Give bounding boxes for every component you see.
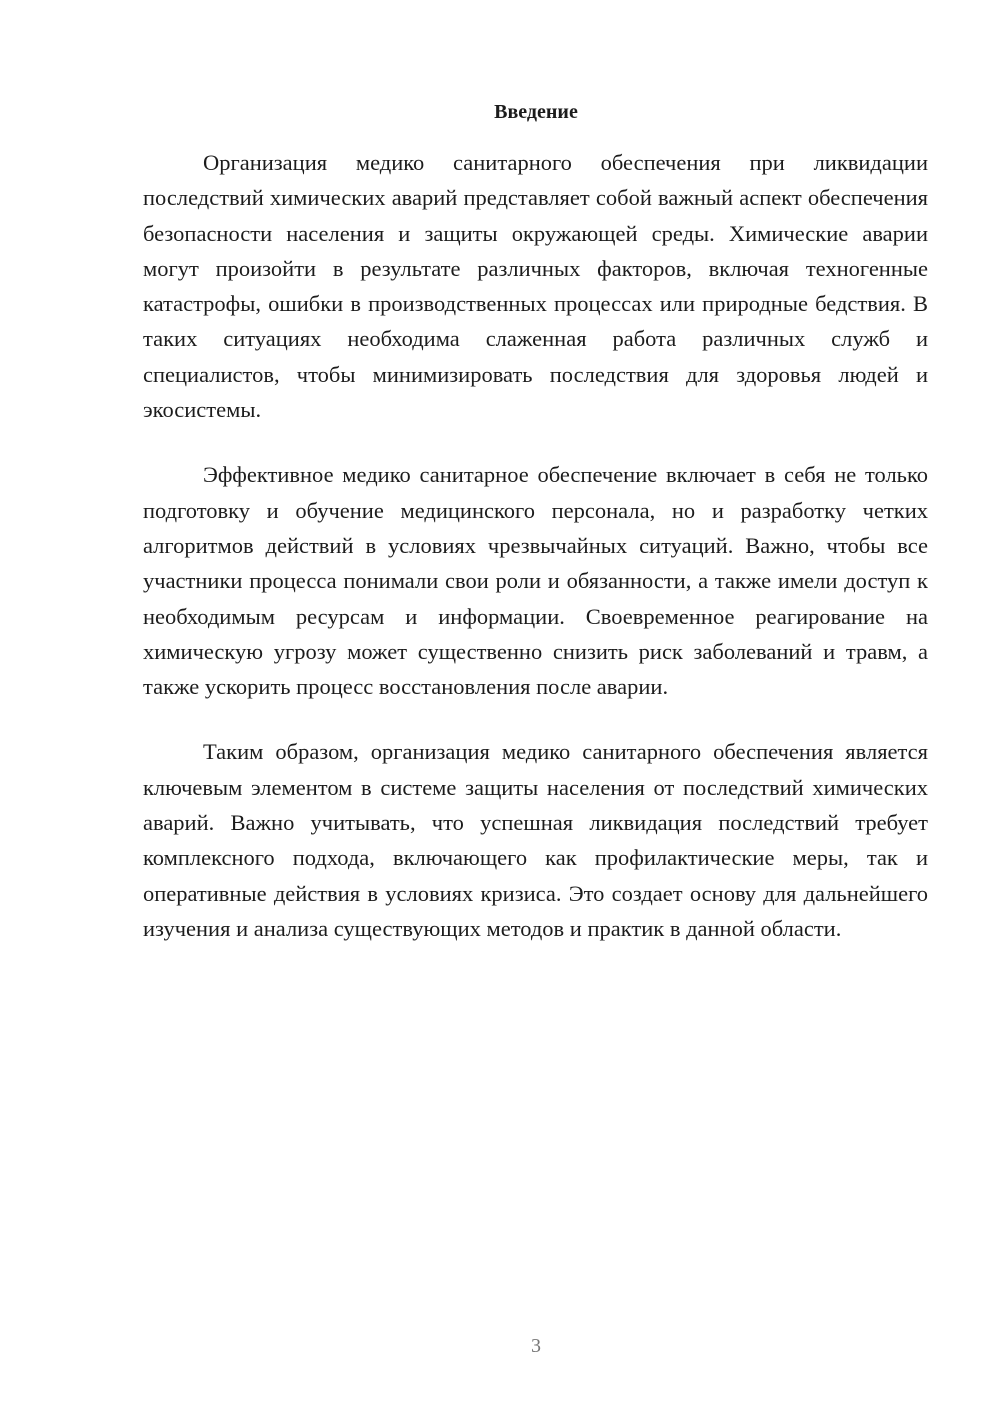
body-text [143, 145, 928, 976]
paragraph: Таким образом, организация медико санитарного обеспечения является ключевым элементом в системе защиты населения от последствий химических аварий. Важно учитывать, что успешная ликвидация последствий требует комплексного подхода, включающего как профилактические меры, так и оперативные действия в условиях кризиса. Это создает основу для дальнейшего изучения и анализа существующих методов и практик в данной области. [143, 739, 928, 941]
page-number: 3 [531, 1335, 541, 1357]
paragraph: Организация медико санитарного обеспечения при ликвидации последствий химических аварий представляет собой важный аспект обеспечения безопасности населения и защиты окружающей среды. Химические аварии могут произойти в результате различных факторов, включая техногенные катастрофы, ошибки в производственных процессах или природные бедствия. В таких ситуациях необходима слаженная работа различных служб и специалистов, чтобы минимизировать последствия для здоровья людей и экосистемы. [143, 150, 928, 423]
section-heading: Введение [494, 101, 578, 123]
paragraph: Эффективное медико санитарное обеспечение включает в себя не только подготовку и обучение медицинского персонала, но и разработку четких алгоритмов действий в условиях чрезвычайных ситуаций. Важно, чтобы все участники процесса понимали свои роли и обязанности, а также имели доступ к необходимым ресурсам и информации. Своевременное реагирование на химическую угрозу может существенно снизить риск заболеваний и травм, а также ускорить процесс восстановления после аварии. [143, 462, 928, 700]
